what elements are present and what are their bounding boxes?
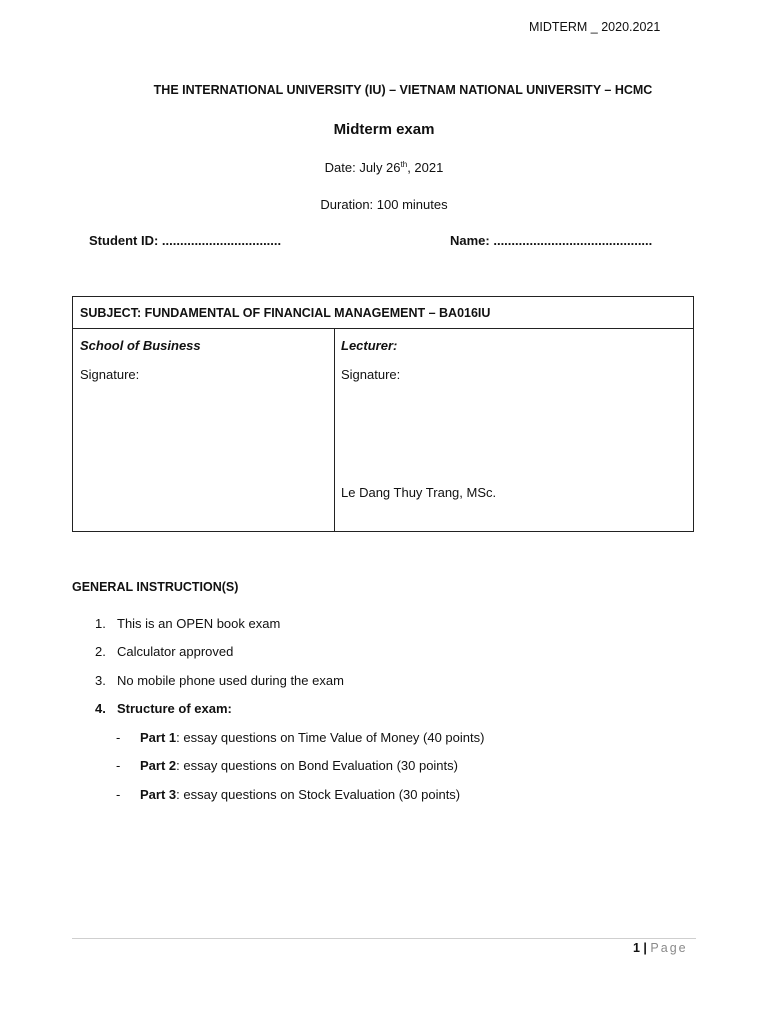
instruction-number: 4.	[95, 701, 106, 716]
date-superscript: th	[400, 160, 408, 169]
lecturer-signature-label: Signature:	[341, 367, 401, 382]
part-label: Part 3	[140, 787, 177, 802]
subject-row	[73, 297, 693, 329]
bullet-dash: -	[116, 730, 121, 745]
instruction-number: 3.	[95, 673, 106, 688]
bullet-dash: -	[116, 758, 121, 773]
page-separator: |	[639, 941, 651, 955]
school-signature-label: Signature:	[80, 367, 140, 382]
lecturer-name: Le Dang Thuy Trang, MSc.	[341, 485, 497, 500]
student-id-field: Student ID: .................................	[89, 233, 282, 248]
running-header: MIDTERM _ 2020.2021	[529, 20, 661, 34]
instruction-number: 2.	[95, 644, 106, 659]
exam-title: Midterm exam	[333, 121, 435, 138]
instruction-number: 1.	[95, 616, 106, 631]
instructions-heading: GENERAL INSTRUCTION(S)	[72, 580, 239, 594]
exam-date	[0, 160, 768, 175]
page-word: Page	[650, 941, 688, 955]
table-column-divider	[334, 328, 335, 531]
page-number: 1	[633, 941, 640, 955]
date-suffix: , 2021	[407, 160, 444, 175]
instruction-text: This is an OPEN book exam	[117, 616, 281, 631]
footer-rule	[72, 938, 696, 939]
instruction-text: No mobile phone used during the exam	[117, 673, 344, 688]
institution-title: THE INTERNATIONAL UNIVERSITY (IU) – VIETNAM NATIONAL UNIVERSITY – HCMC	[153, 83, 653, 97]
lecturer-heading: Lecturer:	[341, 338, 398, 353]
subject-text: SUBJECT: FUNDAMENTAL OF FINANCIAL MANAGEMENT – BA016IU	[80, 306, 491, 320]
part-description: : essay questions on Bond Evaluation (30 points)	[176, 758, 458, 773]
instruction-text: Structure of exam:	[117, 701, 232, 716]
part-label: Part 2	[140, 758, 177, 773]
exam-duration: Duration: 100 minutes	[320, 197, 448, 212]
part-description: : essay questions on Stock Evaluation (30 points)	[176, 787, 461, 802]
instruction-text: Calculator approved	[117, 644, 234, 659]
bullet-dash: -	[116, 787, 121, 802]
date-prefix: Date: July 26	[324, 160, 401, 175]
school-heading: School of Business	[80, 338, 201, 353]
part-description: : essay questions on Time Value of Money (40 points)	[176, 730, 485, 745]
student-name-field: Name: ............................................	[450, 233, 653, 248]
part-label: Part 1	[140, 730, 177, 745]
exam-info-table	[72, 296, 694, 532]
page-footer	[633, 941, 688, 955]
